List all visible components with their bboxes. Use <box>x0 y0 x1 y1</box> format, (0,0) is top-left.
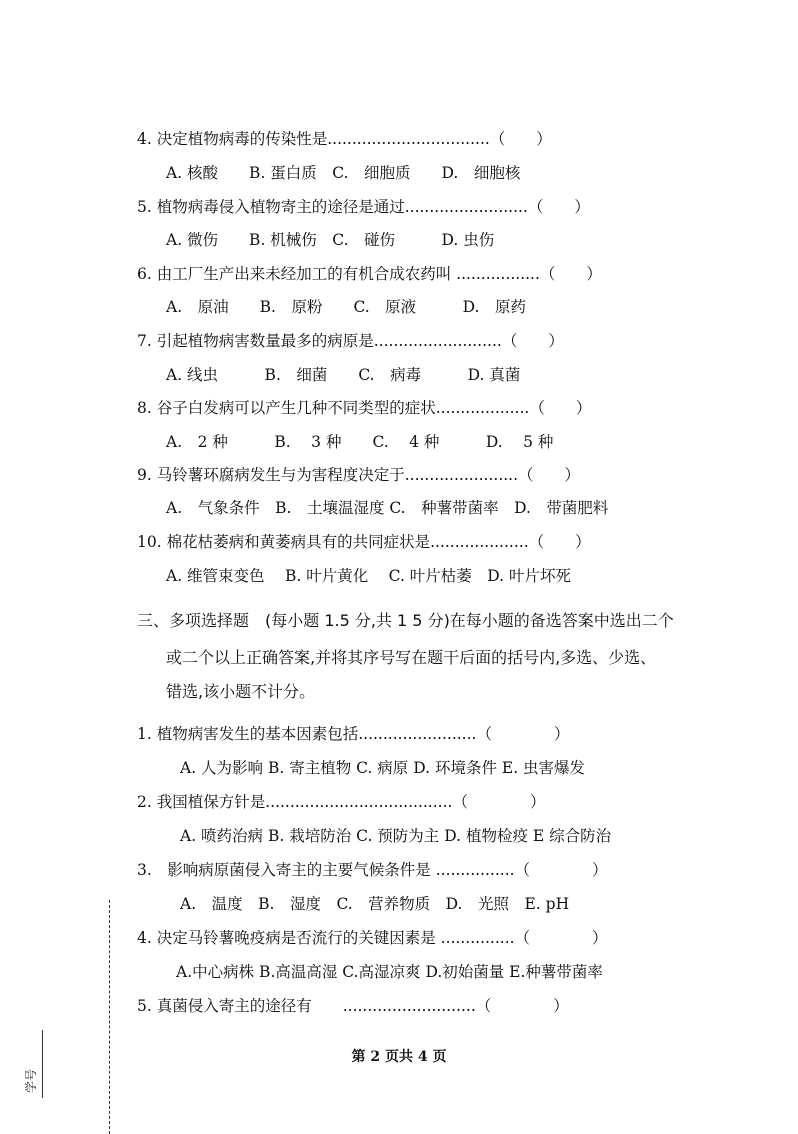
question-5-options: A. 微伤 B. 机械伤 C. 碰伤 D. 虫伤 <box>166 231 495 249</box>
question-4-options: A. 核酸 B. 蛋白质 C. 细胞质 D. 细胞核 <box>166 164 521 182</box>
multi-question-4-options: A.中心病株 B.高温高湿 C.高湿凉爽 D.初始菌量 E.种薯带菌率 <box>176 963 603 981</box>
section-3-instructions-line3: 错选,该小题不计分。 <box>166 682 316 701</box>
multi-question-2-options: A. 喷药治病 B. 栽培防治 C. 预防为主 D. 植物检疫 E 综合防治 <box>180 827 612 845</box>
multi-question-1: 1. 植物病害发生的基本因素包括........................（ ） <box>137 725 570 743</box>
binding-dashed-line <box>109 900 110 1134</box>
question-6: 6. 由工厂生产出来未经加工的有机合成农药叫 .................（ ） <box>137 265 602 283</box>
student-id-underline <box>42 1030 43 1098</box>
question-10: 10. 棉花枯萎病和黄萎病具有的共同症状是....................（ ） <box>137 533 591 551</box>
multi-question-2: 2. 我国植保方针是......................................（ ） <box>137 793 546 811</box>
page-footer: 第 2 页共 4 页 <box>351 1049 447 1065</box>
question-4: 4. 决定植物病毒的传染性是.................................（ ） <box>137 130 552 148</box>
question-9: 9. 马铃薯环腐病发生与为害程度决定于.......................（ ） <box>137 466 581 484</box>
multi-question-4: 4. 决定马铃薯晚疫病是否流行的关键因素是 ...............（ ） <box>137 929 608 947</box>
section-3-heading: 三、多项选择题 (每小题 1.5 分,共 1 5 分)在每小题的备选答案中选出二个 <box>137 611 674 630</box>
question-7-options: A. 线虫 B. 细菌 C. 病毒 D. 真菌 <box>166 366 521 384</box>
question-5: 5. 植物病毒侵入植物寄主的途径是通过.........................（ ） <box>137 198 590 216</box>
question-8: 8. 谷子白发病可以产生几种不同类型的症状...................（ ） <box>137 399 592 417</box>
section-3-instructions-line2: 或二个以上正确答案,并将其序号写在题干后面的括号内,多选、少选、 <box>166 648 657 667</box>
student-id-label: 学号 <box>24 1068 38 1093</box>
multi-question-5: 5. 真菌侵入寄主的途径有 ...........................（ ） <box>137 997 569 1015</box>
multi-question-1-options: A. 人为影响 B. 寄主植物 C. 病原 D. 环境条件 E. 虫害爆发 <box>180 759 586 777</box>
multi-question-3: 3. 影响病原菌侵入寄主的主要气候条件是 ................（ ） <box>137 861 608 879</box>
question-8-options: A. 2 种 B. 3 种 C. 4 种 D. 5 种 <box>166 433 554 451</box>
question-9-options: A. 气象条件 B. 土壤温湿度 C. 种薯带菌率 D. 带菌肥料 <box>166 499 609 517</box>
question-6-options: A. 原油 B. 原粉 C. 原液 D. 原药 <box>166 298 526 316</box>
question-7: 7. 引起植物病害数量最多的病原是..........................（ ） <box>137 332 564 350</box>
multi-question-3-options: A. 温度 B. 湿度 C. 营养物质 D. 光照 E. pH <box>180 895 570 913</box>
question-10-options: A. 维管束变色 B. 叶片黄化 C. 叶片枯萎 D. 叶片坏死 <box>166 567 572 585</box>
